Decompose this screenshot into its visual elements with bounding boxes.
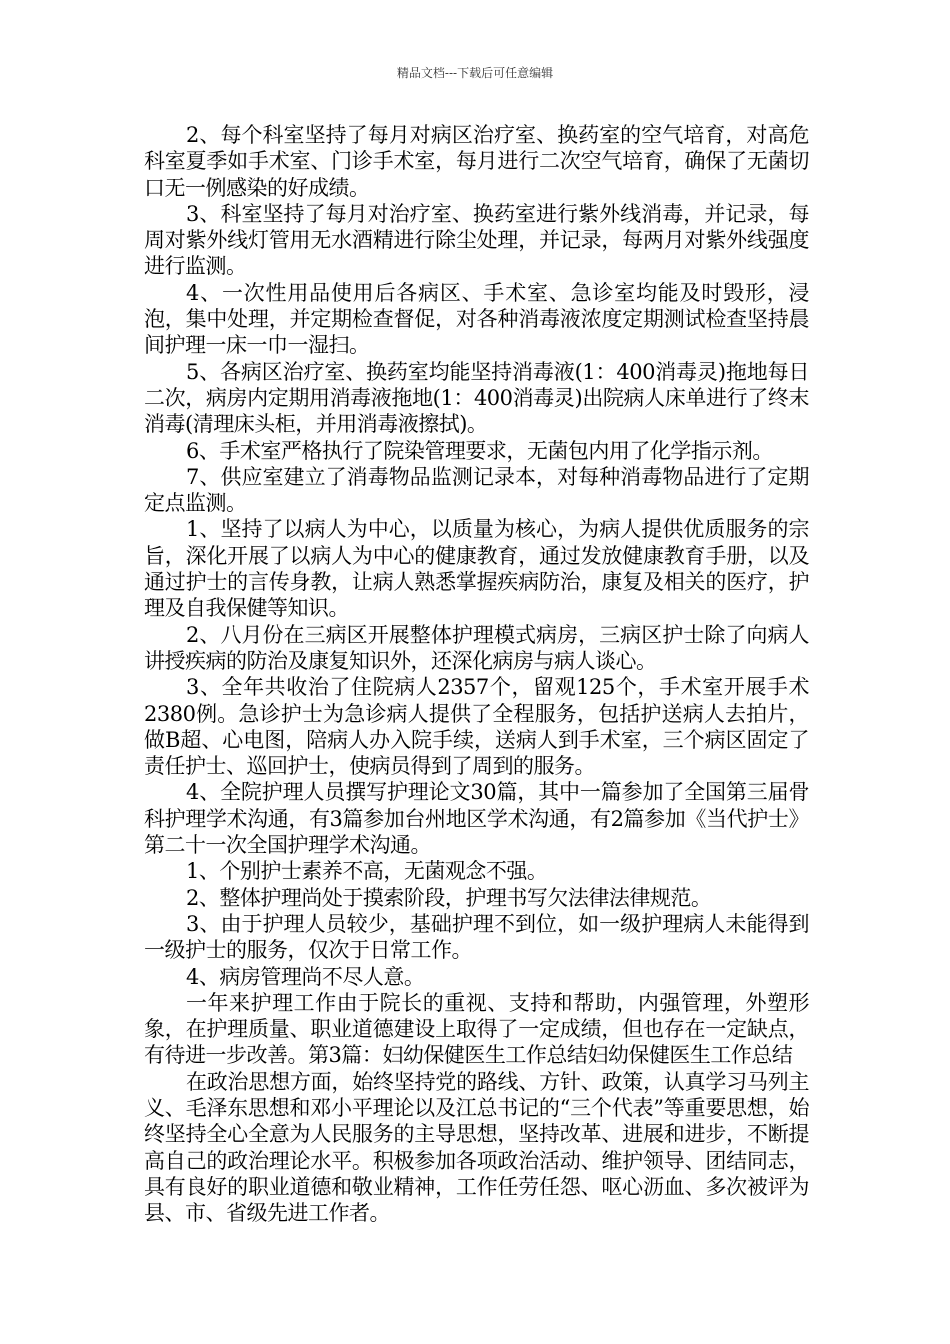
paragraph: 4、一次性用品使用后各病区、手术室、急诊室均能及时毁形，浸泡，集中处理，并定期检查督促，对各种消毒液浓度定期测试检查坚持晨间护理一床一巾一湿扫。 xyxy=(144,280,809,358)
paragraph: 4、病房管理尚不尽人意。 xyxy=(186,964,425,989)
document-body xyxy=(144,122,809,1226)
paragraph: 一年来护理工作由于院长的重视、支持和帮助，内强管理，外塑形象，在护理质量、职业道德建设上取得了一定成绩，但也存在一定缺点，有待进一步改善。第3篇：妇幼保健医生工作总结妇幼保健医生工作总结 xyxy=(144,990,809,1068)
paragraph: 2、每个科室坚持了每月对病区治疗室、换药室的空气培育，对高危科室夏季如手术室、门诊手术室，每月进行二次空气培育，确保了无菌切口无一例感染的好成绩。 xyxy=(144,123,809,200)
paragraph: 2、八月份在三病区开展整体护理模式病房，三病区护士除了向病人讲授疾病的防治及康复知识外，还深化病房与病人谈心。 xyxy=(144,622,809,673)
paragraph: 3、全年共收治了住院病人2357个，留观125个，手术室开展手术2380例。急诊护士为急诊病人提供了全程服务，包括护送病人去拍片，做B超、心电图，陪病人办入院手续，送病人到手术室，三个病区固定了责任护士、巡回护士，使病员得到了周到的服务。 xyxy=(144,675,809,779)
paragraph: 4、全院护理人员撰写护理论文30篇，其中一篇参加了全国第三届骨科护理学术沟通，有3篇参加台州地区学术沟通，有2篇参加《当代护士》第二十一次全国护理学术沟通。 xyxy=(144,780,809,858)
paragraph: 1、坚持了以病人为中心，以质量为核心，为病人提供优质服务的宗旨，深化开展了以病人为中心的健康教育，通过发放健康教育手册，以及通过护士的言传身教，让病人熟悉掌握疾病防治，康复及相关的医疗，护理及自我保健等知识。 xyxy=(144,517,809,621)
paragraph: 6、手术室严格执行了院染管理要求，无菌包内用了化学指示剂。 xyxy=(186,438,773,463)
paragraph: 3、由于护理人员较少，基础护理不到位，如一级护理病人未能得到一级护士的服务，仅次于日常工作。 xyxy=(144,911,809,963)
paragraph: 1、个别护士素养不高，无菌观念不强。 xyxy=(186,859,548,884)
paragraph: 7、供应室建立了消毒物品监测记录本，对每种消毒物品进行了定期定点监测。 xyxy=(144,464,809,516)
page-header: 精品文档---下载后可任意编辑 xyxy=(396,66,554,80)
paragraph: 5、各病区治疗室、换药室均能坚持消毒液(1：400消毒灵)拖地每日二次，病房内定期用消毒液拖地(1：400消毒灵)出院病人床单进行了终末消毒(清理床头柜，并用消毒液擦拭)。 xyxy=(144,359,809,437)
paragraph: 3、科室坚持了每月对治疗室、换药室进行紫外线消毒，并记录，每周对紫外线灯管用无水酒精进行除尘处理，并记录，每两月对紫外线强度进行监测。 xyxy=(144,201,809,279)
paragraph: 2、整体护理尚处于摸索阶段，护理书写欠法律法律规范。 xyxy=(186,885,712,910)
paragraph: 在政治思想方面，始终坚持党的路线、方针、政策，认真学习马列主义、毛泽东思想和邓小平理论以及江总书记的“三个代表”等重要思想，始终坚持全心全意为人民服务的主导思想，坚持改革、进展和进步，不断提高自己的政治理论水平。积极参加各项政治活动、维护领导、团结同志，具有良好的职业道德和敬业精神，工作任劳任怨、呕心沥血、多次被评为县、市、省级先进工作者。 xyxy=(144,1069,809,1226)
